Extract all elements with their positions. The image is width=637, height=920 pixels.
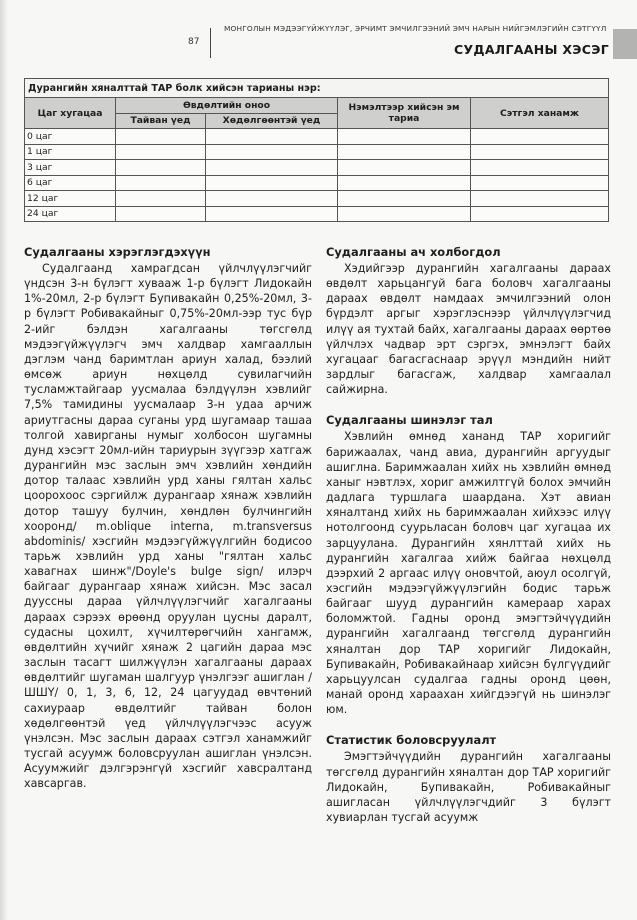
header-time: Цаг хугацаа — [25, 98, 116, 129]
table-row — [25, 129, 609, 145]
section-significance — [326, 244, 611, 397]
section-body: Хэдийгээр дурангийн хагалгааны дараах өвдөлт харьцангуй бага боловч хагалгааны дараах өвдөлт намдаах эмчилгээний олон бүрдэлт аргыг хэрэглэснээр үйлчлүүлэгчид илүү ая тухтай байх, хагалгааны дараах өөртөө үйлчлэх чадвар эрт сэргэх, эмнэлэгт байх хугацааг багасгаснаар эрүүл мэндийн нийт зардлыг багасгаж, халдвар хамгаалал сайжирна. — [326, 262, 611, 397]
page-number: 87 — [188, 37, 200, 47]
cell-additional-drug — [338, 191, 471, 207]
cell-in-motion — [206, 144, 338, 160]
pain-assessment-table — [24, 78, 608, 222]
section-heading: Судалгааны ач холбогдол — [326, 245, 501, 259]
cell-additional-drug — [338, 129, 471, 145]
cell-additional-drug — [338, 144, 471, 160]
cell-satisfaction — [471, 206, 609, 222]
right-column — [326, 244, 611, 825]
section-novelty — [326, 412, 611, 717]
table-title: Дурангийн хяналттай ТАР болк хийсэн тарианы нэр: — [25, 79, 609, 98]
row-time: 6 цаг — [25, 175, 116, 191]
header-satisfaction: Сэтгэл ханамж — [471, 98, 609, 129]
table-row — [25, 175, 609, 191]
header-in-motion: Хөдөлгөөнтэй үед — [206, 113, 338, 129]
cell-at-rest — [116, 175, 206, 191]
cell-satisfaction — [471, 175, 609, 191]
row-time: 24 цаг — [25, 206, 116, 222]
cell-in-motion — [206, 129, 338, 145]
cell-at-rest — [116, 206, 206, 222]
section-tab-marker — [613, 29, 637, 59]
cell-additional-drug — [338, 160, 471, 176]
cell-at-rest — [116, 160, 206, 176]
left-column — [24, 244, 312, 791]
section-statistics — [326, 732, 611, 825]
header-additional-drug: Нэмэлтээр хийсэн эм тариа — [338, 98, 471, 129]
cell-in-motion — [206, 206, 338, 222]
cell-at-rest — [116, 144, 206, 160]
section-heading: Судалгааны хэрэглэгдэхүүн — [24, 245, 211, 259]
row-time: 12 цаг — [25, 191, 116, 207]
cell-additional-drug — [338, 175, 471, 191]
cell-in-motion — [206, 175, 338, 191]
cell-at-rest — [116, 129, 206, 145]
row-time: 3 цаг — [25, 160, 116, 176]
cell-in-motion — [206, 191, 338, 207]
header-at-rest: Тайван үед — [116, 113, 206, 129]
section-materials — [24, 244, 312, 791]
section-heading: Судалгааны шинэлэг тал — [326, 413, 493, 428]
table-row — [25, 191, 609, 207]
cell-satisfaction — [471, 144, 609, 160]
header-pain-score: Өвдөлтийн оноо — [116, 98, 338, 114]
journal-title: МОНГОЛЫН МЭДЭЭГҮЙЖҮҮЛЭГ, ЭРЧИМТ ЭМЧИЛГЭЭНИЙ ЭМЧ НАРЫН НИЙГЭМЛЭГИЙН СЭТГҮҮЛ — [224, 24, 607, 33]
cell-satisfaction — [471, 129, 609, 145]
row-time: 1 цаг — [25, 144, 116, 160]
cell-satisfaction — [471, 191, 609, 207]
table-row — [25, 144, 609, 160]
table-row — [25, 206, 609, 222]
header-divider — [210, 28, 211, 58]
section-heading: Статистик боловсруулалт — [326, 733, 497, 748]
section-body: Судалгаанд хамрагдсан үйлчлүүлэгчийг үндсэн 3-н бүлэгт хувааж 1-р бүлэгт Лидокайн 1%-20мл, 2-р бүлэгт Бупивакайн 0,25%-20мл, 3-р бүлэгт Робивакайныг 0,75%-20мл-ээр тус бүр 2-ийг бэлдэн хагалгааны төгсгөлд мэдээгүйжүүлэгч эмч халдвар хамгааллын дэглэм чанд баримтлан ариун халад, бээлий өмсөж ариун нөхцөлд сувилагчийн тусламжтайгаар уусмалаа бэлдүүлэн хэвлийг 7,5% тамидины уусмалаар 3-н удаа арчиж ариутгасны дараа суганы урд шугамаар ташаа толгой хавирганы нумыг холбосон шугамны дунд хэсэгт 20мл-ийн тариурын зүүгээр хатгаж дурангийн мэс заслын эмч хэвлийн хөндийн дотор талаас хэвлийн урд ханы гялтан хальс цоорохоос сэргийлж дурангаар хянаж хэвлийн дотор ташуу булчин, хөндлөн булчингийн хооронд/ m.oblique interna, m.transversus abdominis/ хэсгийн мэдээгүйжүүлгийн бодисоо тарьж хэвлийн урд ханы "гялтан хальс хавагнах шинж"/Doyle's bulge sign/ илэрч байгааг дурангаар хянаж хийсэн. Мэс засал дуусcны дараа үйлчлүүлэгчийг хагалгааны дараах сэрээх өрөөнд оруулан цусны даралт, судасны цохилт, хүчилтөрөгчийн хангамж, өвдөлтийн хүчийг хянаж 2 цагийн дараа мэс заслын тасагт шилжүүлэн хагалгааны дараах өвдөлтийг шугаман шалгуур үнэлгээг ашиглан /ШШҮ/ 0, 1, 3, 6, 12, 24 цагуудад өвчтөний сахиураар өвдөлтийг тайван болон хөдөлгөөнтэй үед үйлчлүүлэгчээс асууж үнэлсэн. Мэс заслын дараах сэтгэл ханамжийг тусгай асуумж боловсруулан ашиглан үнэлсэн. Асуумжийг дэлгэрэнгүй хэсгийг хавсралтанд хавсаргав. — [24, 262, 312, 791]
cell-at-rest — [116, 191, 206, 207]
section-body: Эмэгтэйчүүдийн дурангийн хагалгааны төгсгөлд дурангийн хяналтан дор ТАР хоригийг Лидокайн, Бупивакайн, Робивакайныг ашигласан үйлчлүүлэгчдийг 3 бүлэгт хувиарлан тусгай асуумж — [326, 750, 611, 824]
cell-additional-drug — [338, 206, 471, 222]
page-edge-shadow — [0, 0, 8, 920]
section-body: Хэвлийн өмнөд хананд ТАР хоригийг барижаалах, чанд авиа, дурангийн аргуудыг ашиглна. Баримжаалан хийх нь хэвлийн өмнөд ханыг нэвтлэх, хориг амжилтгүй болох эмчийн дадлага туршлага шаардана. Хэт авиан хяналтанд хийх нь баримжаалан хийхээс илүү нотолгоонд суурьласан боловч цаг хугацаа их зарцуулана. Дурангийн хянлттай хийх нь дурангийн хагалгаа хийж байгаа нөхцөлд дээрхий 2 аргаас илүү оновчтой, аюул осолгүй, хэсгийн мэдээгүйжүүлэгийн бодис тарьж байгааг шууд дурангийн камераар харах боломжтой. Гадны оронд эмэгтэйчүүдийн дурангийн хагалгаанд төгсгөлд дурангийн хяналтан дор ТАР хоригийг Лидокайн, Бупивакайн, Робивакайнаар хийсэн бүлгүүдийг харьцуулсан судалгаа гадны оронд цөөн, манай оронд хараахан хийгдээгүй нь шинэлэг юм. — [326, 430, 611, 717]
table-row — [25, 160, 609, 176]
cell-satisfaction — [471, 160, 609, 176]
row-time: 0 цаг — [25, 129, 116, 145]
section-title: СУДАЛГААНЫ ХЭСЭГ — [453, 42, 609, 57]
cell-in-motion — [206, 160, 338, 176]
